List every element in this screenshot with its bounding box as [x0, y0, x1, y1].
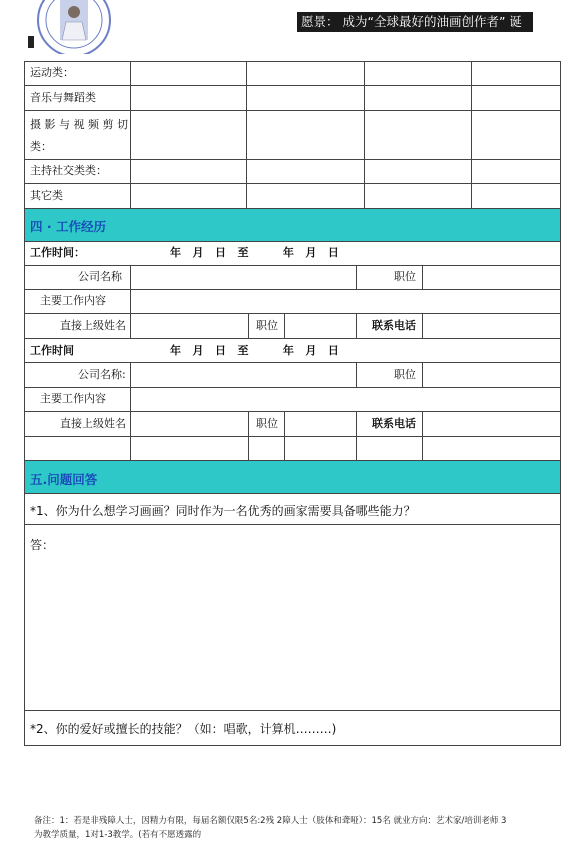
skill-sports-label: 运动类： — [30, 66, 74, 79]
grid-line — [24, 524, 561, 525]
grid-line — [471, 61, 472, 209]
grid-line — [356, 411, 357, 460]
job2-position-label: 职位 — [394, 368, 416, 381]
job2-company-label: 公司名称: — [78, 368, 126, 381]
grid-line — [422, 362, 423, 387]
grid-line — [24, 61, 25, 209]
job1-date-range: 年 月 日 至 年 月 日 — [170, 246, 339, 259]
grid-line — [24, 436, 561, 437]
grid-line — [24, 85, 561, 86]
job1-position-label: 职位 — [394, 270, 416, 283]
question-1: *1、你为什么想学习画画？同时作为一名优秀的画家需要具备哪些能力？ — [30, 504, 416, 518]
skill-other-label: 其它类 — [30, 189, 63, 202]
skill-host-label: 主持社交类类： — [30, 164, 107, 177]
grid-line — [560, 209, 561, 241]
grid-line — [130, 61, 131, 209]
grid-line — [24, 241, 561, 242]
answer-1-field[interactable] — [25, 555, 559, 709]
grid-line — [24, 710, 561, 711]
job1-content-label: 主要工作内容 — [40, 294, 106, 307]
job2-content-label: 主要工作内容 — [40, 392, 106, 405]
grid-line — [24, 493, 561, 494]
answer-1-label: 答： — [30, 538, 55, 552]
grid-line — [130, 387, 131, 411]
grid-line — [24, 265, 561, 266]
grid-line — [130, 313, 131, 338]
grid-line — [24, 387, 561, 388]
grid-line — [356, 313, 357, 338]
job2-time-label: 工作时间 — [30, 344, 74, 357]
footer-note-line1: 备注：1：若是非残障人士，因精力有限，每届名额仅限5名:2残 2障人士（肢体和聋哑）：15名 就业方向：艺术家/培训老师 3 — [34, 816, 507, 826]
grid-line — [356, 362, 357, 387]
header-mark — [28, 36, 34, 48]
job2-supervisor-label: 直接上级姓名 — [60, 417, 126, 430]
skill-music-label: 音乐与舞蹈类 — [30, 91, 96, 104]
job1-phone-label: 联系电话 — [372, 319, 416, 332]
grid-line — [24, 411, 561, 412]
grid-line — [248, 411, 249, 460]
grid-line — [248, 313, 249, 338]
grid-line — [422, 411, 423, 460]
grid-line — [24, 289, 561, 290]
grid-line — [24, 241, 25, 461]
question-2: *2、你的爱好或擅长的技能？（如：唱歌，计算机………) — [30, 722, 337, 736]
grid-line — [560, 241, 561, 461]
job1-time-label: 工作时间： — [30, 246, 85, 259]
grid-line — [560, 61, 561, 209]
vision-banner: 愿景： 成为“全球最好的油画创作者” 诞 — [297, 12, 533, 32]
section-4-title: 四 · 工作经历 — [30, 219, 106, 234]
grid-line — [130, 265, 131, 289]
job1-company-label: 公司名称 — [78, 270, 122, 283]
grid-line — [422, 313, 423, 338]
job1-supervisor-label: 直接上级姓名 — [60, 319, 126, 332]
footer-note-line2: 为教学质量，1对1-3教学。(若有不愿透露的 — [34, 830, 202, 840]
grid-line — [246, 61, 247, 209]
grid-line — [24, 338, 561, 339]
skill-photo-label-cont: 类： — [30, 140, 52, 153]
grid-line — [24, 61, 561, 62]
grid-line — [24, 362, 561, 363]
grid-line — [130, 362, 131, 387]
grid-line — [130, 411, 131, 460]
grid-line — [422, 265, 423, 289]
grid-line — [284, 313, 285, 338]
grid-line — [24, 159, 561, 160]
job2-position-label-2: 职位 — [256, 417, 278, 430]
job2-phone-label: 联系电话 — [372, 417, 416, 430]
grid-line — [24, 183, 561, 184]
job2-date-range: 年 月 日 至 年 月 日 — [170, 344, 339, 357]
grid-line — [24, 313, 561, 314]
grid-line — [284, 411, 285, 460]
skill-photo-label: 摄 影 与 视 频 剪 切 — [30, 118, 128, 131]
seal-logo — [36, 0, 112, 54]
grid-line — [356, 265, 357, 289]
section-5-title: 五.问题回答 — [30, 472, 98, 487]
grid-line — [130, 289, 131, 313]
grid-line — [24, 745, 561, 746]
grid-line — [24, 461, 25, 493]
grid-line — [560, 461, 561, 493]
grid-line — [364, 61, 365, 209]
grid-line — [24, 110, 561, 111]
job1-position-label-2: 职位 — [256, 319, 278, 332]
grid-line — [24, 209, 25, 241]
section-5-header — [24, 461, 561, 493]
grid-line — [560, 493, 561, 746]
